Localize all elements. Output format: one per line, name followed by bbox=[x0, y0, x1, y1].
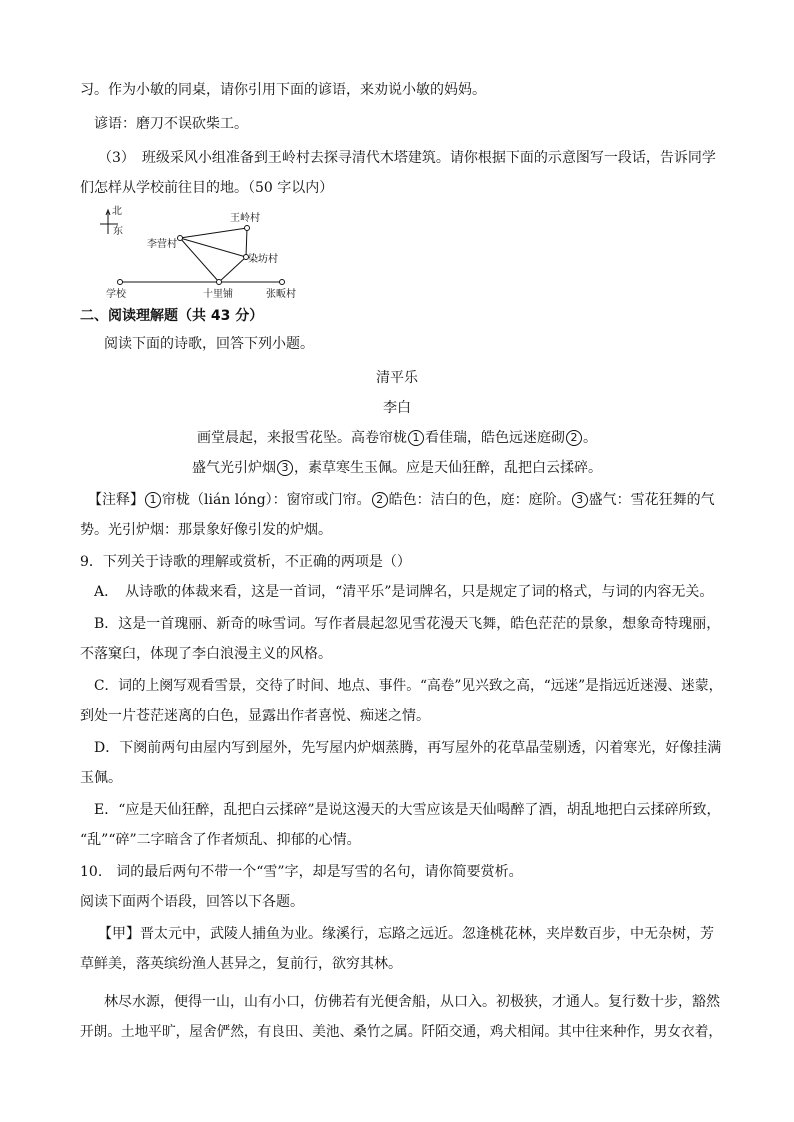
zhangfan-village-label: 张畈村 bbox=[266, 289, 296, 300]
school-label: 学校 bbox=[106, 289, 126, 300]
note-marker: 3 bbox=[277, 460, 293, 476]
passage-jia-line: 林尽水源，便得一山，山有小口，仿佛若有光便舍船，从口入。初极狭，才通人。复行数十步，豁然 bbox=[104, 994, 720, 1010]
text-line: 习。作为小敏的同桌，请你引用下面的谚语，来劝说小敏的妈妈。 bbox=[80, 82, 486, 98]
route-map-diagram bbox=[96, 200, 316, 304]
shilipu-node bbox=[217, 280, 222, 285]
compass-east-label: 东 bbox=[113, 226, 123, 237]
compass-north-label: 北 bbox=[112, 206, 122, 217]
poem-author: 李白 bbox=[383, 400, 411, 416]
question-9: 9．下列关于诗歌的理解或赏析，不正确的两项是（） bbox=[80, 554, 411, 570]
school-node bbox=[118, 280, 123, 285]
annotation-line-1: 【注释】 1 帘栊（lián lóng）：窗帘或门帘。 2 皓色：洁白的色，庭：庭阶。 3 盛气：雪花狂舞的气 bbox=[88, 492, 715, 508]
option-d-cont: 玉佩。 bbox=[80, 770, 122, 786]
instruction-line: 阅读下面的诗歌，回答下列小题。 bbox=[104, 336, 314, 352]
road-liying-shilipu bbox=[180, 238, 219, 282]
road-liying-ranfang bbox=[180, 238, 246, 257]
road-wangling-ranfang bbox=[246, 228, 247, 257]
option-c-cont: 到处一片苍茫迷离的白色，显露出作者喜悦、痴迷之情。 bbox=[80, 708, 430, 724]
wangling-village-label: 王岭村 bbox=[230, 213, 260, 224]
zhangfan-village-node bbox=[280, 280, 285, 285]
note-marker: 2 bbox=[372, 492, 388, 508]
ranfang-village-label: 染坊村 bbox=[248, 254, 278, 265]
poem-line-2: 盛气光引炉烟 3 ，素草寒生玉佩。应是天仙狂醉，乱把白云揉碎。 bbox=[192, 460, 602, 476]
proverb-line: 谚语：磨刀不误砍柴工。 bbox=[94, 116, 248, 132]
liying-village-label: 李营村 bbox=[147, 239, 177, 250]
note-marker: 2 bbox=[566, 430, 582, 446]
passage-jia-line: 【甲】晋太元中，武陵人捕鱼为业。缘溪行，忘路之远近。忽逢桃花林，夹岸数百步，中无杂树，芳 bbox=[98, 926, 714, 942]
option-a: A． 从诗歌的体裁来看，这是一首词，“清平乐”是词牌名，只是规定了词的格式，与词的内容无关。 bbox=[94, 584, 714, 600]
question-3: （3） 班级采风小组准备到王岭村去探寻清代木塔建筑。请你根据下面的示意图写一段话，告诉同学 bbox=[98, 150, 716, 166]
option-d: D．下阕前两句由屋内写到屋外，先写屋内炉烟蒸腾，再写屋外的花草晶莹剔透，闪着寒光，好像挂满 bbox=[94, 740, 722, 756]
passage-jia-line: 草鲜美，落英缤纷渔人甚异之，复前行，欲穷其林。 bbox=[80, 956, 402, 972]
road-liying-wangling bbox=[180, 228, 247, 238]
note-marker: 1 bbox=[408, 430, 424, 446]
poem-title: 清平乐 bbox=[376, 370, 418, 386]
option-e: E．“应是天仙狂醉，乱把白云揉碎”是说这漫天的大雪应该是天仙喝醉了酒，胡乱地把白云揉碎所致， bbox=[94, 802, 721, 818]
note-marker: 1 bbox=[145, 492, 161, 508]
section-heading: 二、阅读理解题（共 43 分） bbox=[80, 308, 264, 324]
shilipu-label: 十里铺 bbox=[203, 289, 233, 300]
poem-line-1: 画堂晨起，来报雪花坠。高卷帘栊 1 看佳瑞，皓色远迷庭砌 2 。 bbox=[197, 430, 597, 446]
note-marker: 3 bbox=[572, 492, 588, 508]
question-10: 10. 词的最后两句不带一个“雪”字，却是写雪的名句，请你简要赏析。 bbox=[80, 864, 523, 880]
wangling-village-node bbox=[245, 226, 250, 231]
option-c: C．词的上阕写观看雪景，交待了时间、地点、事件。“高卷”见兴致之高，“远迷”是指远近迷漫、迷蒙， bbox=[94, 678, 723, 694]
instruction-line: 阅读下面两个语段，回答以下各题。 bbox=[80, 894, 304, 910]
option-b-cont: 不落窠臼，体现了李白浪漫主义的风格。 bbox=[80, 646, 332, 662]
text-line: 们怎样从学校前往目的地。（50 字以内） bbox=[80, 180, 334, 196]
annotation-line-2: 势。光引炉烟：那景象好像引发的炉烟。 bbox=[80, 522, 332, 538]
road-ranfang-shilipu bbox=[219, 257, 246, 282]
liying-village-node bbox=[178, 236, 183, 241]
passage-jia-line: 开朗。土地平旷，屋舍俨然，有良田、美池、桑竹之属。阡陌交通，鸡犬相闻。其中往来种作，男女衣着， bbox=[80, 1024, 723, 1040]
option-e-cont: “乱”“碎”二字暗含了作者烦乱、抑郁的心情。 bbox=[80, 832, 361, 848]
option-b: B．这是一首瑰丽、新奇的咏雪词。写作者晨起忽见雪花漫天飞舞，皓色茫茫的景象，想象奇特瑰丽， bbox=[94, 616, 721, 632]
